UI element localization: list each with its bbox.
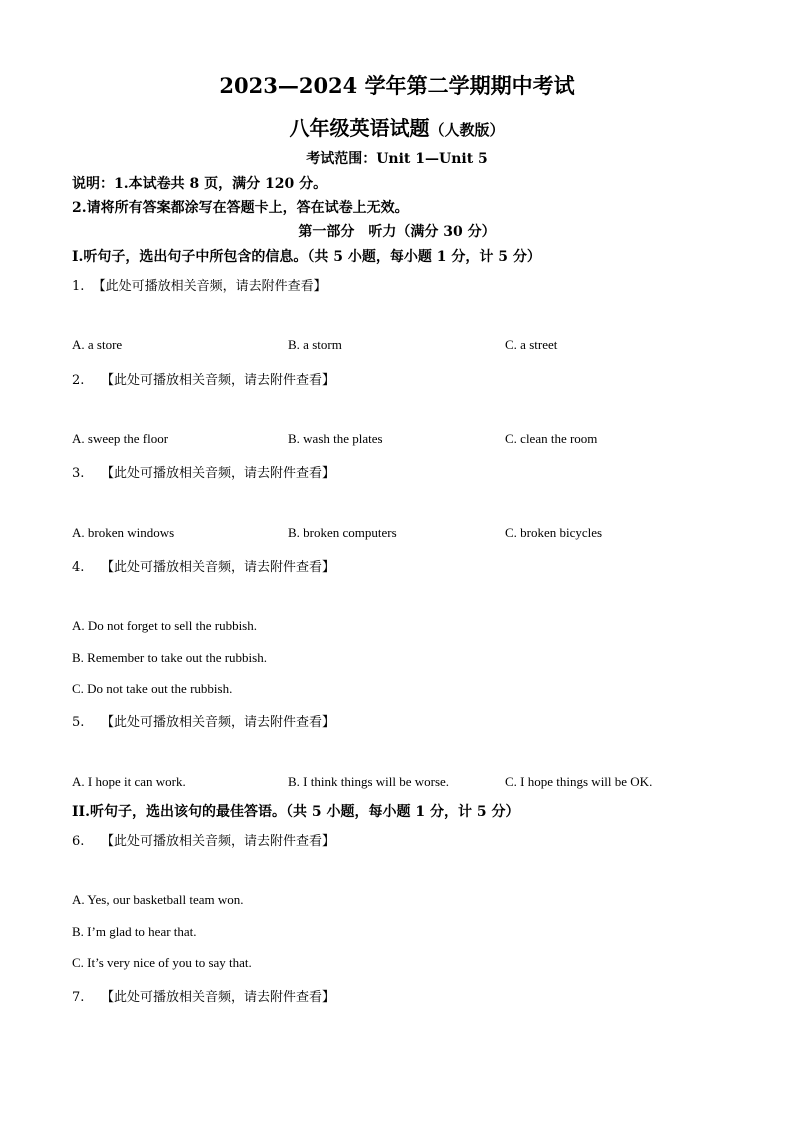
question-7-prompt [72,986,335,1005]
subtitle-main: 八年级英语试题 [289,116,430,140]
question-number: 6. [72,834,85,849]
exam-subtitle [0,112,794,141]
note-line-1: 说明：1.本试卷共 8 页，满分 120 分。 [72,176,328,192]
question-number: 2. [72,373,85,388]
question-2-prompt [72,369,335,388]
question-number: 5. [72,715,85,730]
question-4-option-a: A. Do not forget to sell the rubbish. [72,618,257,633]
section2-title: II.听句子，选出该句的最佳答语。（共 5 小题，每小题 1 分，计 5 分） [72,804,520,820]
audio-note: 【此处可播放相关音频，请去附件查看】 [100,990,335,1005]
exam-range: 考试范围：Unit 1—Unit 5 [306,151,488,167]
subtitle-edition: （人教版） [429,121,505,139]
exam-title: 2023—2024 学年第二学期期中考试 [219,73,575,98]
question-3-prompt [72,462,335,481]
question-5-prompt [72,711,335,730]
note-line-2: 2.请将所有答案都涂写在答题卡上，答在试卷上无效。 [72,200,409,216]
audio-note: 【此处可播放相关音频，请去附件查看】 [92,279,327,294]
question-1-option-b: B. a storm [288,337,342,352]
question-number: 1. [72,279,85,294]
question-number: 4. [72,560,85,575]
audio-note: 【此处可播放相关音频，请去附件查看】 [100,560,335,575]
audio-note: 【此处可播放相关音频，请去附件查看】 [100,715,335,730]
question-number: 3. [72,466,85,481]
question-2-option-b: B. wash the plates [288,431,383,446]
part1-title: 第一部分 听力（满分 30 分） [298,224,496,240]
question-number: 7. [72,990,85,1005]
question-5-option-b: B. I think things will be worse. [288,774,450,789]
question-6-prompt [72,830,335,849]
question-3-option-a: A. broken windows [72,525,175,540]
question-2-option-c: C. clean the room [505,431,598,446]
audio-note: 【此处可播放相关音频，请去附件查看】 [100,373,335,388]
question-6-option-a: A. Yes, our basketball team won. [72,892,244,907]
question-1-option-c: C. a street [505,337,558,352]
question-4-option-b: B. Remember to take out the rubbish. [72,650,267,665]
question-1-option-a: A. a store [72,337,123,352]
question-1-prompt [72,275,327,294]
question-4-option-c: C. Do not take out the rubbish. [72,681,233,696]
audio-note: 【此处可播放相关音频，请去附件查看】 [100,834,335,849]
question-2-option-a: A. sweep the floor [72,431,169,446]
question-4-prompt [72,556,335,575]
question-3-option-b: B. broken computers [288,525,397,540]
audio-note: 【此处可播放相关音频，请去附件查看】 [100,466,335,481]
section1-title: I.听句子，选出句子中所包含的信息。（共 5 小题，每小题 1 分，计 5 分） [72,249,541,265]
question-3-option-c: C. broken bicycles [505,525,603,540]
question-5-option-a: A. I hope it can work. [72,774,186,789]
question-6-option-c: C. It’s very nice of you to say that. [72,955,252,970]
question-6-option-b: B. I’m glad to hear that. [72,924,197,939]
question-5-option-c: C. I hope things will be OK. [505,774,653,789]
